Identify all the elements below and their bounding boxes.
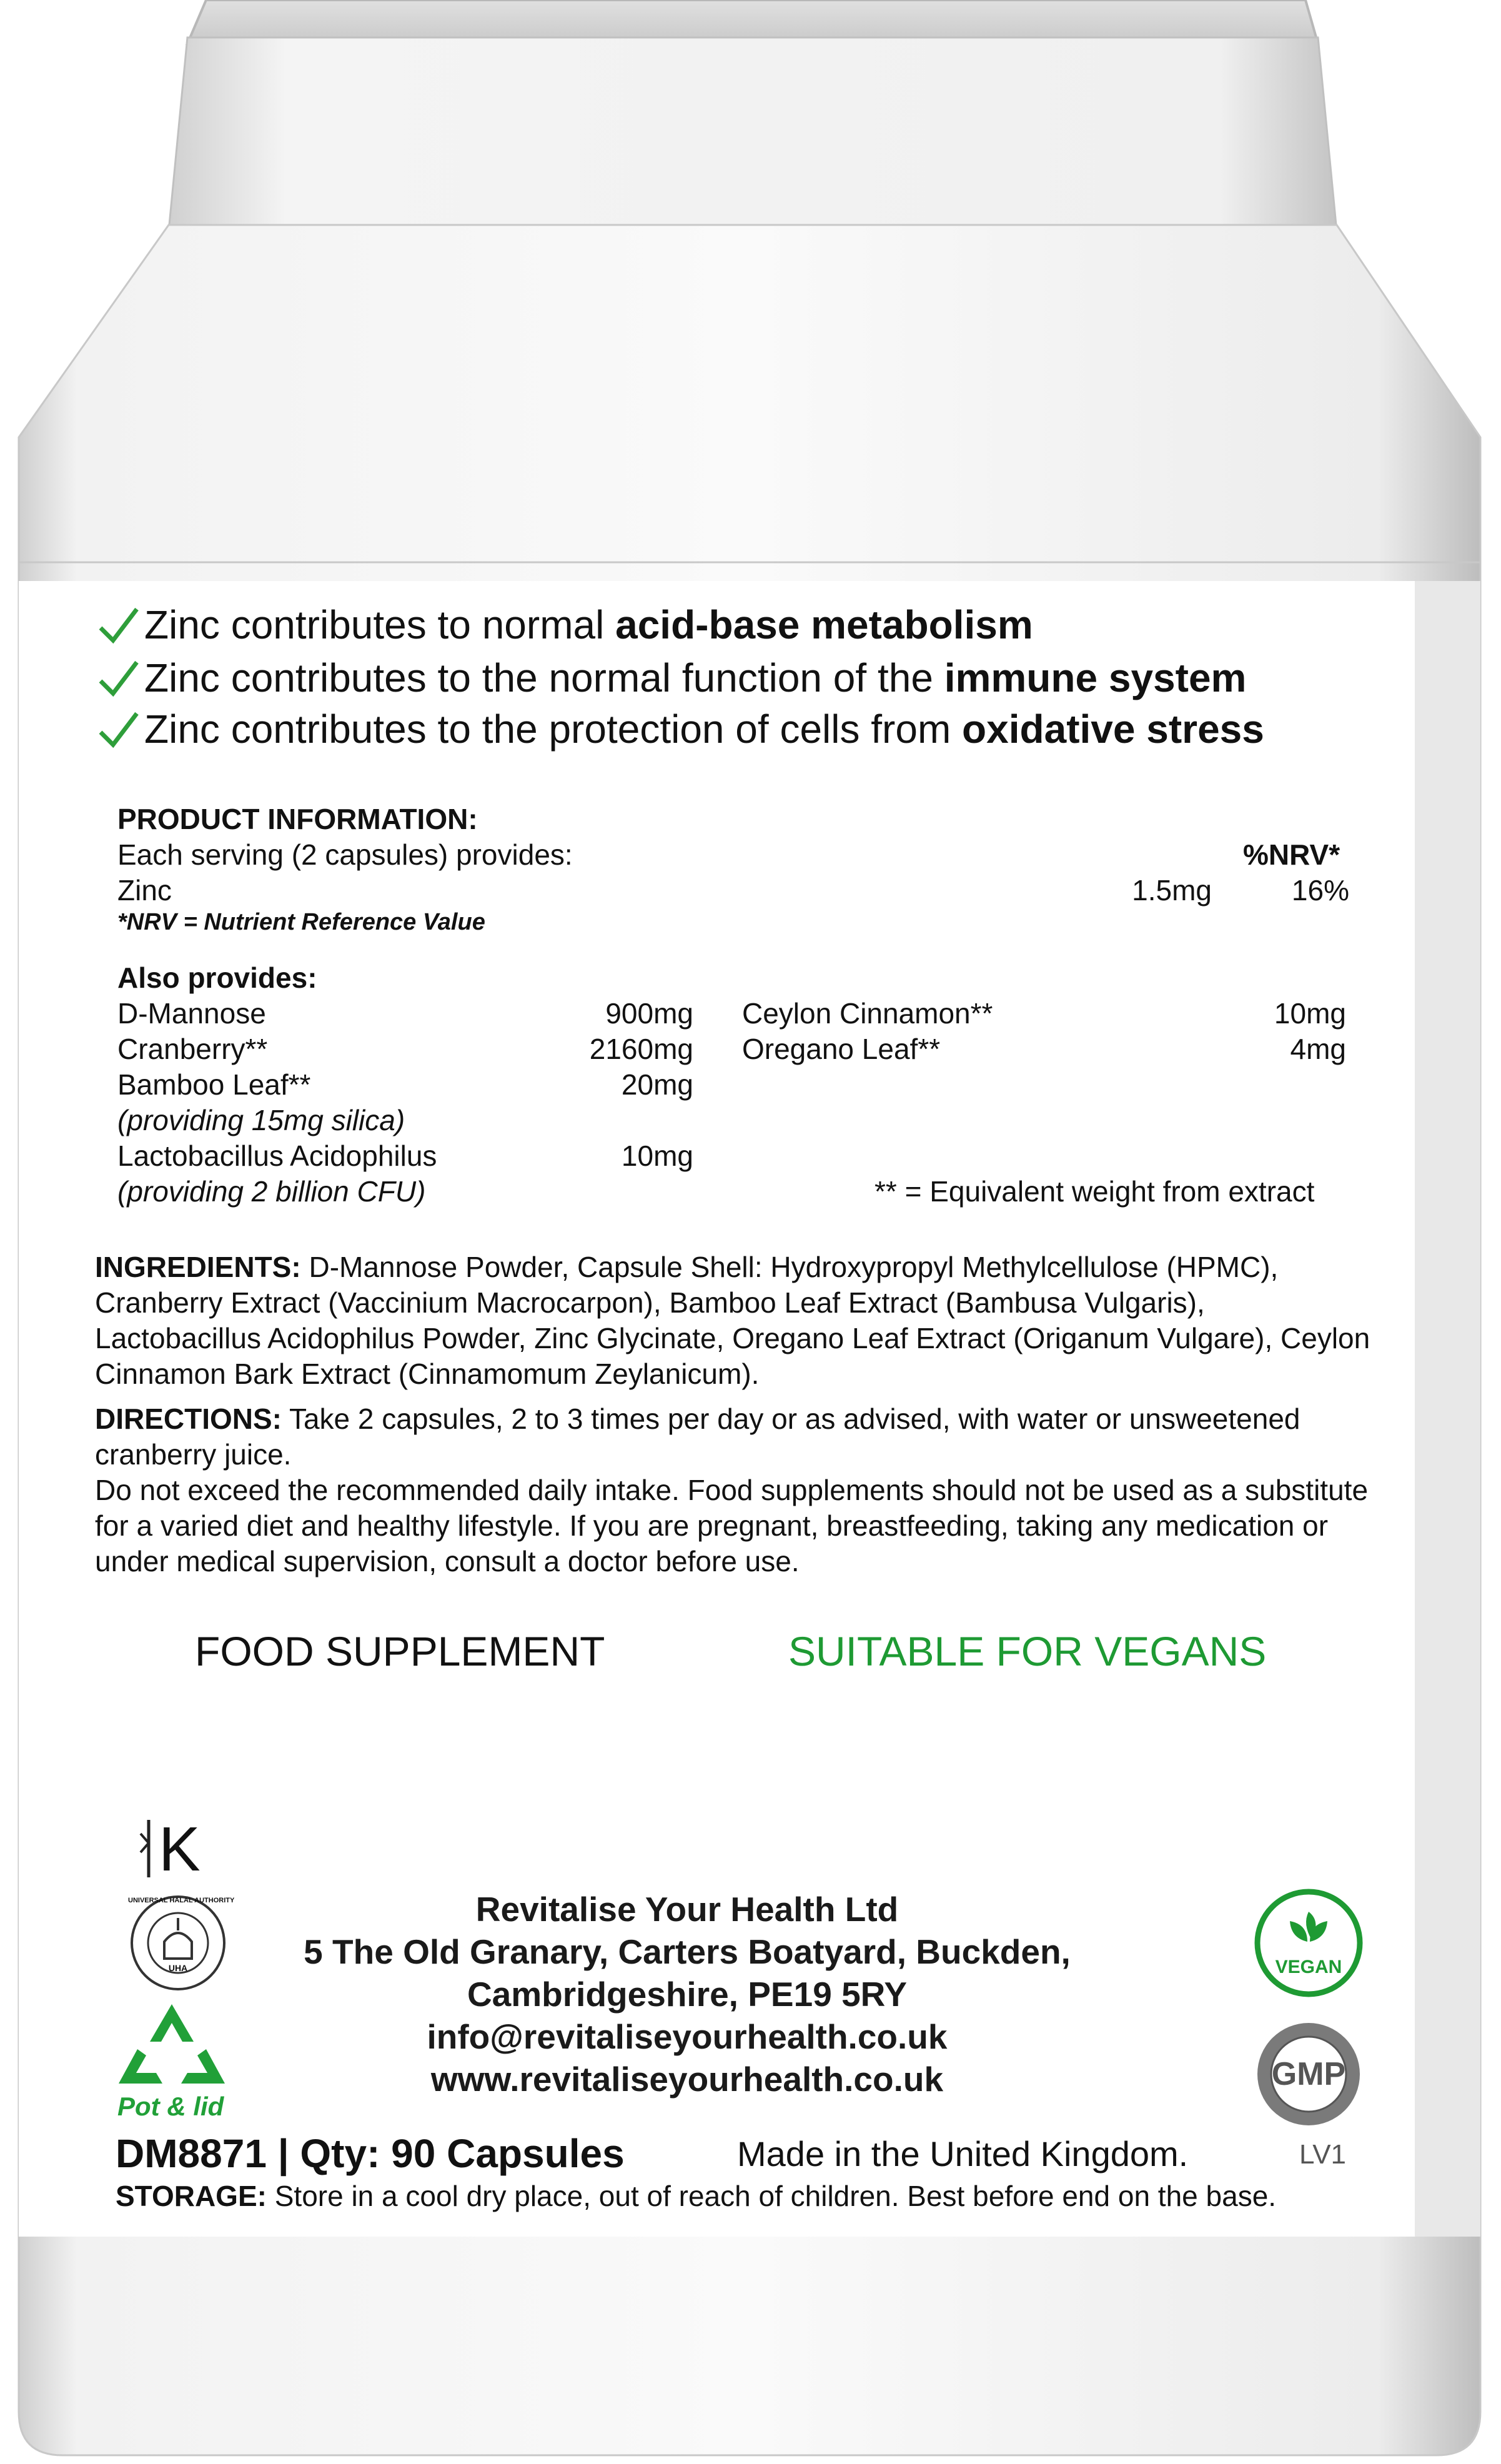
ingredient-note: (providing 2 billion CFU) [117,1175,426,1208]
gmp-badge-label: GMP [1271,2056,1346,2092]
ingredient-amount: 10mg [1274,997,1346,1030]
claim-2 [97,650,1246,706]
ingredient-name: Bamboo Leaf** [117,1068,311,1101]
ingredient-name: Ceylon Cinnamon** [742,997,993,1030]
kosher-logo [137,1815,206,1884]
claim-3 [97,701,1264,757]
warning-text: Do not exceed the recommended daily intake. Food supplements should not be used as a substitute for a varied diet and healthy lifestyle. If you are pregnant, breastfeeding, taking any medication or under medical supervision, consult a doctor before use. [95,1474,1369,1577]
vegan-badge [1252,1887,1365,1999]
company-email: info@revitaliseyourhealth.co.uk [427,2017,948,2056]
directions-block [95,1401,1375,1473]
zinc-nrv: 16% [1291,874,1349,907]
company-address-line-2: Cambridgeshire, PE19 5RY [467,1975,908,2014]
product-code: DM8871 | Qty: 90 Capsules [116,2131,625,2176]
ingredient-amount: 20mg [621,1068,693,1101]
checkmark-icon [97,656,141,700]
cap [169,37,1337,231]
checkmark-icon [97,603,141,647]
claim-1-text: Zinc contributes to normal [144,602,616,647]
ingredient-amount: 900mg [605,997,693,1030]
ingredient-name: Lactobacillus Acidophilus [117,1140,437,1172]
ingredient-name: D-Mannose [117,997,266,1030]
halal-abbr: UHA [168,1963,188,1973]
claim-3-bold: oxidative stress [962,707,1264,752]
directions-text: Take 2 capsules, 2 to 3 times per day or as advised, with water or unsweetened cranberry juice. [95,1403,1300,1471]
storage-label: STORAGE: [116,2180,267,2212]
ingredients-block [95,1249,1375,1392]
ingredient-name: Oregano Leaf** [742,1033,941,1065]
company-website: www.revitaliseyourhealth.co.uk [430,2060,944,2099]
label-version: LV1 [1299,2139,1347,2170]
ingredient-note: (providing 15mg silica) [117,1104,405,1136]
company-name: Revitalise Your Health Ltd [475,1890,899,1929]
recycle-icon [112,1999,231,2093]
ingredients-label: INGREDIENTS: [95,1251,301,1283]
product-info-heading: PRODUCT INFORMATION: [117,803,478,835]
zinc-name: Zinc [117,874,172,907]
kosher-letter: K [159,1814,201,1884]
serving-text: Each serving (2 capsules) provides: [117,838,573,871]
checkmark-icon [97,707,141,751]
storage-text: Store in a cool dry place, out of reach of children. Best before end on the base. [274,2180,1277,2212]
claim-1-bold: acid-base metabolism [615,602,1033,647]
ingredient-name: Cranberry** [117,1033,268,1065]
zinc-amount: 1.5mg [1132,874,1212,907]
ingredient-amount: 2160mg [589,1033,693,1065]
storage-line [116,2179,1276,2213]
bottle-shoulder [19,225,1480,581]
made-in: Made in the United Kingdom. [737,2134,1189,2173]
claim-2-text: Zinc contributes to the normal function of the [144,655,944,700]
ingredients-text: D-Mannose Powder, Capsule Shell: Hydroxypropyl Methylcellulose (HPMC), Cranberry Extract (Vaccinium Macrocarpon), Bamboo Leaf Extract (Bambusa Vulgaris), Lactobacillus Acidophilus Powder, Zinc Glycinate, Oregano Leaf Extract (Origanum Vulgare), Ceylon Cinnamon Bark Extract (Cinnamomum Zeylanicum). [95,1251,1370,1390]
recycle-label: Pot & lid [117,2092,224,2121]
food-supplement-label: FOOD SUPPLEMENT [195,1628,605,1674]
claim-2-bold: immune system [944,655,1247,700]
claim-1 [97,597,1033,653]
also-provides-heading: Also provides: [117,961,317,994]
halal-logo [128,1893,235,1993]
nrv-header: %NRV* [1243,838,1340,871]
vegan-badge-label: VEGAN [1275,1957,1342,1977]
suitable-for-vegans-label: SUITABLE FOR VEGANS [788,1628,1267,1674]
recycle-logo [112,1999,231,2124]
directions-label: DIRECTIONS: [95,1403,282,1435]
company-address-line-1: 5 The Old Granary, Carters Boatyard, Buckden, [304,1932,1071,1971]
ingredient-amount: 10mg [621,1140,693,1172]
extract-footnote: ** = Equivalent weight from extract [874,1175,1315,1208]
claim-3-text: Zinc contributes to the protection of cells from [144,707,963,752]
nrv-note: *NRV = Nutrient Reference Value [117,909,485,935]
gmp-badge [1252,2018,1365,2130]
halal-text: UNIVERSAL HALAL AUTHORITY [128,1897,235,1904]
ingredient-amount: 4mg [1290,1033,1346,1065]
